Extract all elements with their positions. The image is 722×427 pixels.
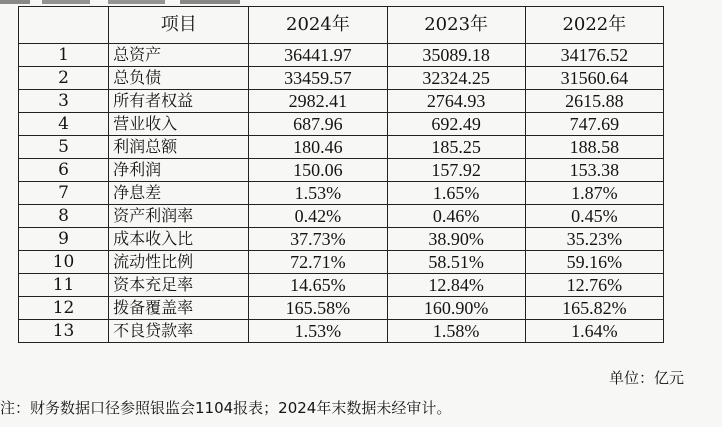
value-2022: 34176.52: [525, 44, 663, 67]
value-2024: 2982.41: [249, 90, 387, 113]
row-item: 净息差: [109, 182, 249, 205]
value-2024: 180.46: [249, 136, 387, 159]
value-2022: 1.64%: [525, 320, 663, 343]
value-2023: 38.90%: [387, 228, 525, 251]
row-index: 13: [19, 320, 109, 343]
value-2024: 37.73%: [249, 228, 387, 251]
value-2022: 188.58: [525, 136, 663, 159]
table-row: [19, 136, 664, 159]
row-index: 7: [19, 182, 109, 205]
table-row: [19, 159, 664, 182]
row-item: 总负债: [109, 67, 249, 90]
value-2024: 150.06: [249, 159, 387, 182]
row-item: 资产利润率: [109, 205, 249, 228]
value-2023: 0.46%: [387, 205, 525, 228]
row-index: 10: [19, 251, 109, 274]
table-row: [19, 205, 664, 228]
table-header-row: [19, 7, 664, 44]
value-2023: 2764.93: [387, 90, 525, 113]
value-2022: 31560.64: [525, 67, 663, 90]
header-index: [19, 7, 109, 44]
value-2022: 165.82%: [525, 297, 663, 320]
value-2022: 12.76%: [525, 274, 663, 297]
table-row: [19, 90, 664, 113]
value-2023: 185.25: [387, 136, 525, 159]
value-2023: 35089.18: [387, 44, 525, 67]
row-item: 净利润: [109, 159, 249, 182]
row-item: 利润总额: [109, 136, 249, 159]
value-2024: 72.71%: [249, 251, 387, 274]
value-2023: 58.51%: [387, 251, 525, 274]
value-2022: 2615.88: [525, 90, 663, 113]
value-2023: 157.92: [387, 159, 525, 182]
table-row: [19, 182, 664, 205]
value-2022: 35.23%: [525, 228, 663, 251]
value-2023: 1.58%: [387, 320, 525, 343]
row-index: 4: [19, 113, 109, 136]
value-2022: 1.87%: [525, 182, 663, 205]
value-2024: 36441.97: [249, 44, 387, 67]
value-2023: 12.84%: [387, 274, 525, 297]
row-item: 营业收入: [109, 113, 249, 136]
header-2023: 2023年: [387, 7, 525, 44]
row-item: 成本收入比: [109, 228, 249, 251]
top-edge-strip: [0, 0, 300, 4]
table-row: [19, 251, 664, 274]
table-row: [19, 274, 664, 297]
value-2022: 0.45%: [525, 205, 663, 228]
row-index: 6: [19, 159, 109, 182]
value-2024: 14.65%: [249, 274, 387, 297]
row-item: 不良贷款率: [109, 320, 249, 343]
header-2024: 2024年: [249, 7, 387, 44]
value-2023: 692.49: [387, 113, 525, 136]
header-2022: 2022年: [525, 7, 663, 44]
table-row: [19, 228, 664, 251]
table-row: [19, 44, 664, 67]
value-2024: 1.53%: [249, 320, 387, 343]
financial-table-container: [18, 6, 664, 343]
header-item: 项目: [109, 7, 249, 44]
value-2023: 1.65%: [387, 182, 525, 205]
row-item: 资本充足率: [109, 274, 249, 297]
row-index: 1: [19, 44, 109, 67]
value-2023: 32324.25: [387, 67, 525, 90]
row-item: 流动性比例: [109, 251, 249, 274]
row-index: 8: [19, 205, 109, 228]
row-item: 总资产: [109, 44, 249, 67]
value-2024: 687.96: [249, 113, 387, 136]
row-item: 所有者权益: [109, 90, 249, 113]
value-2024: 1.53%: [249, 182, 387, 205]
value-2022: 59.16%: [525, 251, 663, 274]
table-row: [19, 297, 664, 320]
financial-table: [18, 6, 664, 343]
value-2024: 33459.57: [249, 67, 387, 90]
table-row: [19, 67, 664, 90]
row-index: 12: [19, 297, 109, 320]
value-2023: 160.90%: [387, 297, 525, 320]
value-2022: 747.69: [525, 113, 663, 136]
value-2022: 153.38: [525, 159, 663, 182]
row-index: 9: [19, 228, 109, 251]
table-row: [19, 113, 664, 136]
footnote: 注：财务数据口径参照银监会1104报表；2024年末数据未经审计。: [0, 399, 452, 417]
table-row: [19, 320, 664, 343]
value-2024: 165.58%: [249, 297, 387, 320]
row-index: 5: [19, 136, 109, 159]
row-index: 2: [19, 67, 109, 90]
row-index: 3: [19, 90, 109, 113]
unit-label: 单位：亿元: [608, 369, 684, 387]
row-item: 拨备覆盖率: [109, 297, 249, 320]
row-index: 11: [19, 274, 109, 297]
value-2024: 0.42%: [249, 205, 387, 228]
